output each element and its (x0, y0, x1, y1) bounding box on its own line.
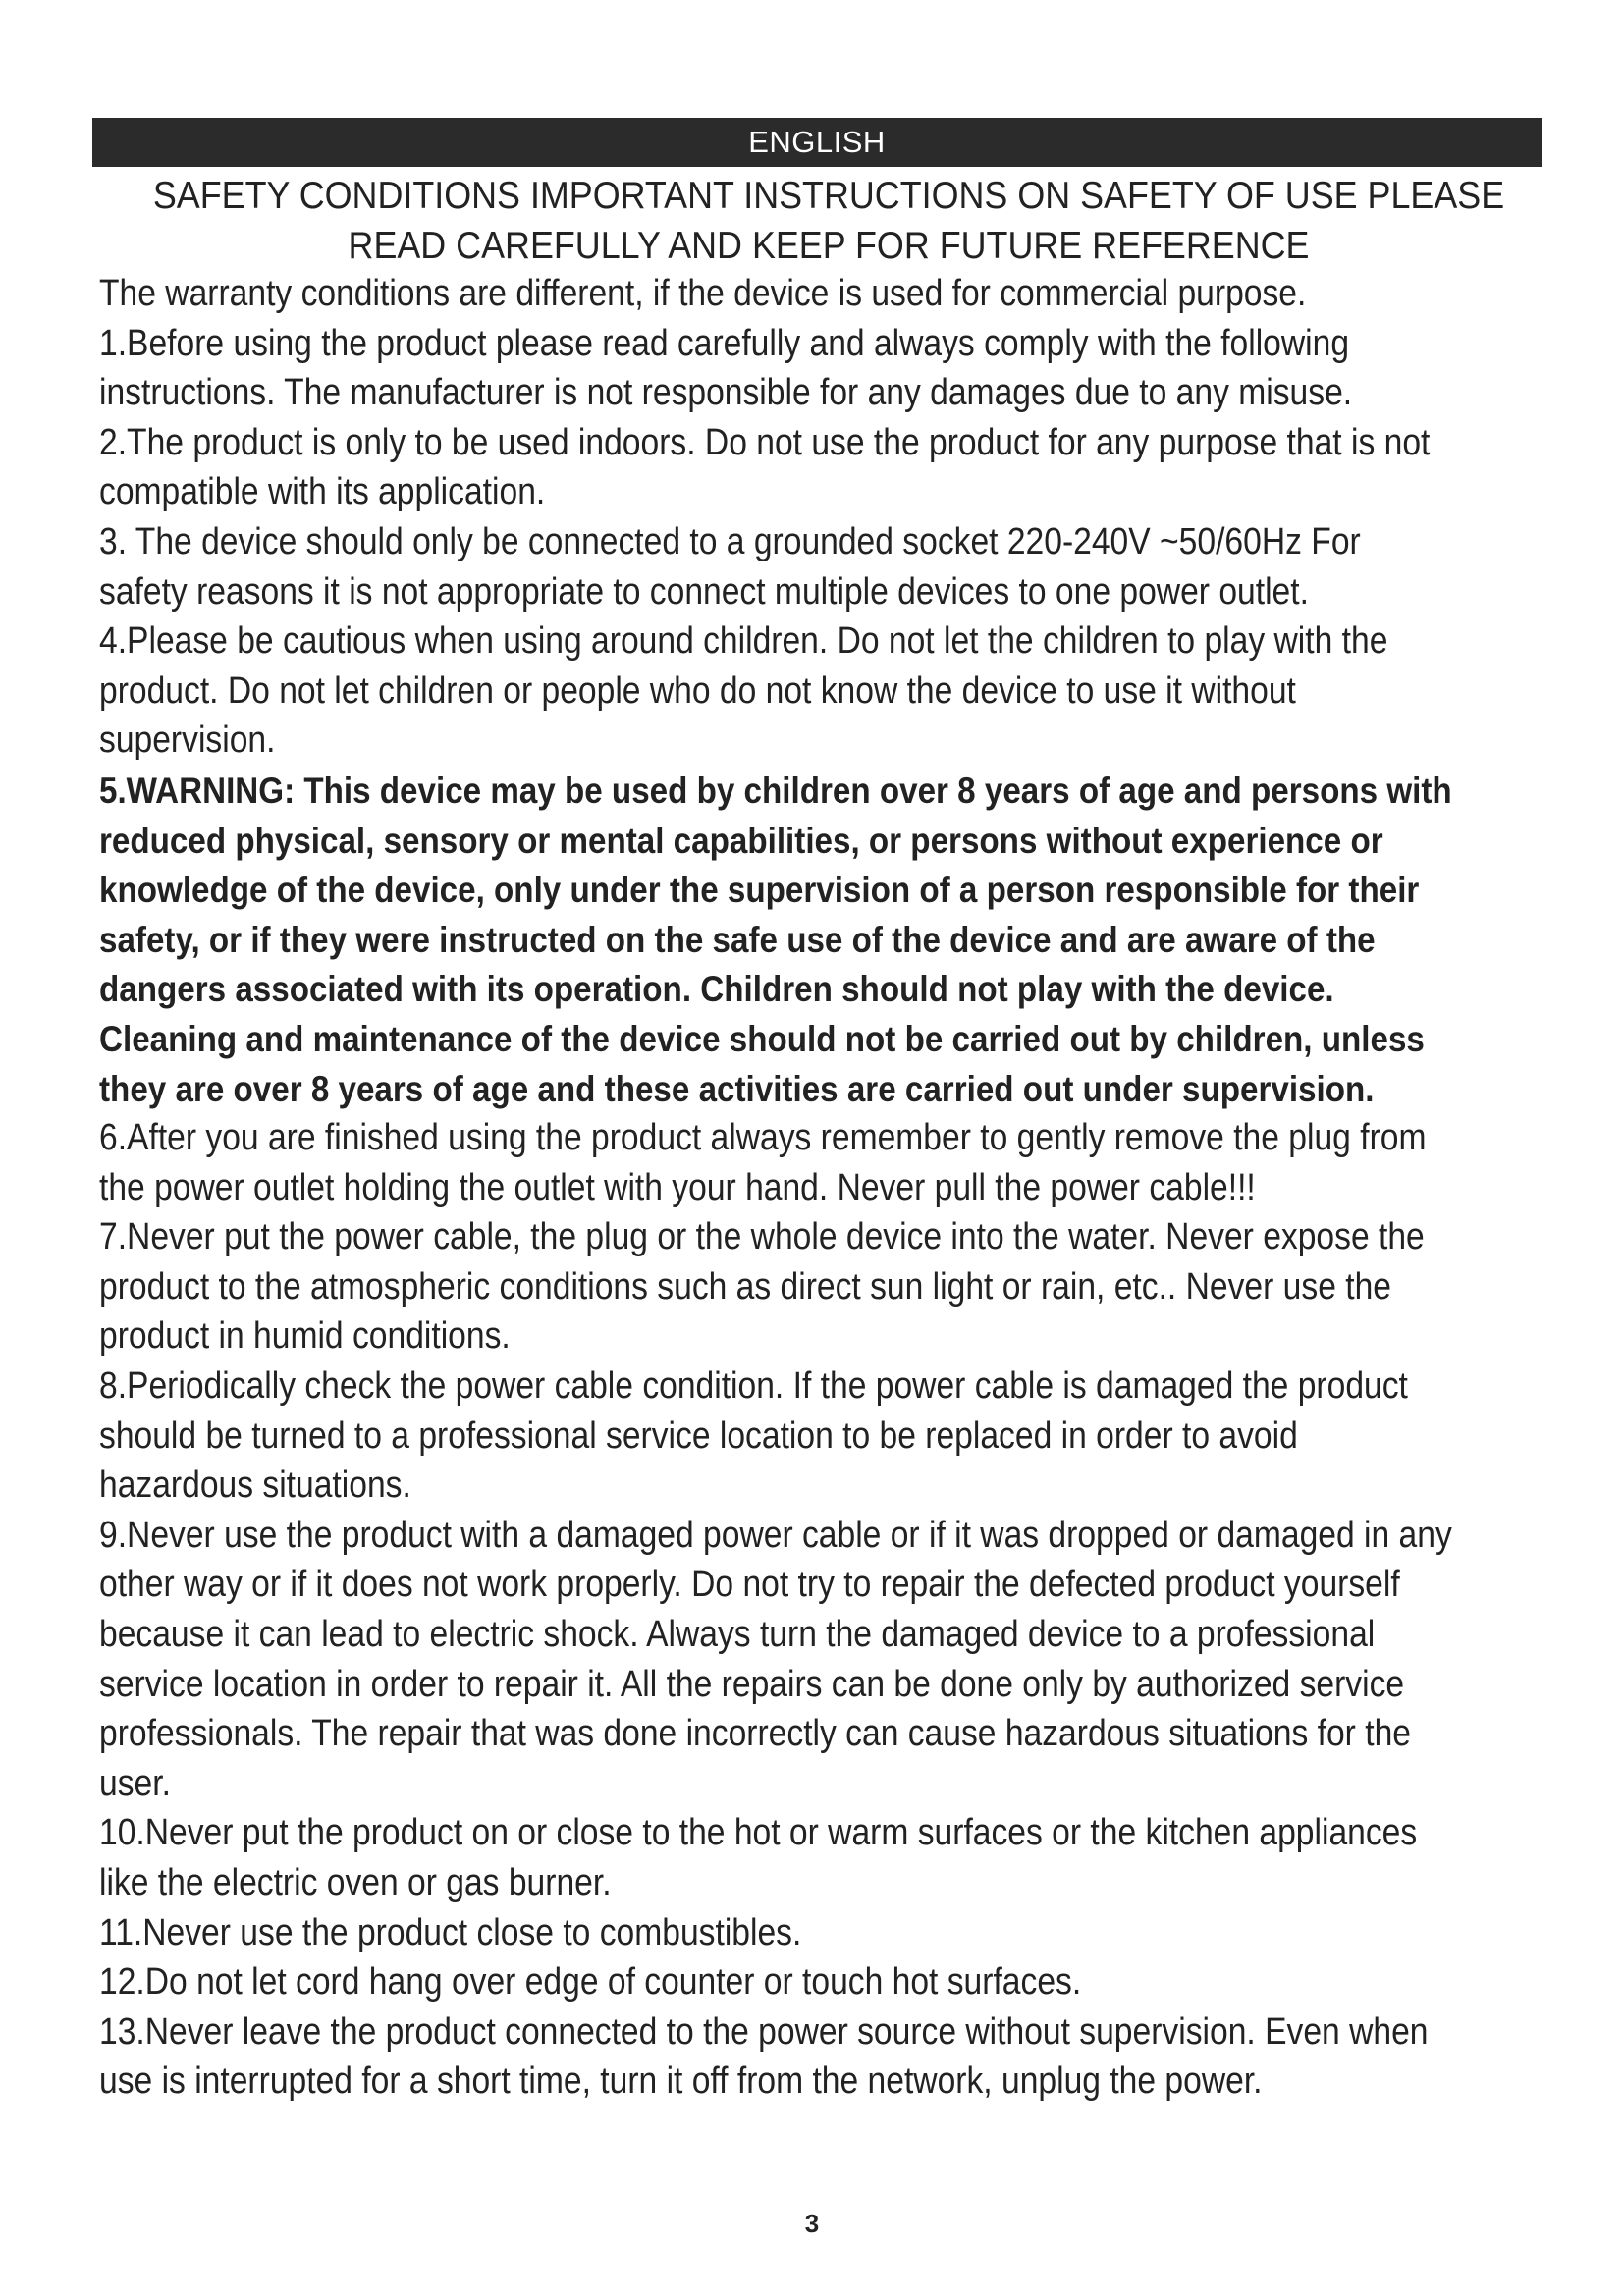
instructions-body (99, 269, 1455, 2107)
instruction-item-11: 11.Never use the product close to combustibles. (99, 1911, 802, 1953)
page-number: 3 (804, 2209, 820, 2238)
instruction-item-9: 9.Never use the product with a damaged power cable or if it was dropped or damaged in any other way or if it does not work properly. Do not try to repair the defected product yourself because it can lead to electric shock. Always turn the damaged device to a professional service location in order to repair it. All the repairs can be done only by authorized service professionals. The repair that was done incorrectly can cause hazardous situations for the user. (99, 1514, 1452, 1804)
instruction-item-13: 13.Never leave the product connected to the power source without supervision. Even when use is interrupted for a short time, turn it off from the network, unplug the power. (99, 2010, 1429, 2103)
language-label: ENGLISH (748, 125, 886, 159)
instruction-item-2: 2.The product is only to be used indoors. Do not use the product for any purpose that is not compatible with its application. (99, 421, 1431, 513)
instruction-item-4: 4.Please be cautious when using around children. Do not let the children to play with the product. Do not let children or people who do not know the device to use it without supervision. (99, 620, 1388, 762)
instruction-item-12: 12.Do not let cord hang over edge of counter or touch hot surfaces. (99, 1961, 1082, 2003)
language-header-bar (92, 118, 1542, 167)
safety-heading-line-1: SAFETY CONDITIONS IMPORTANT INSTRUCTIONS ON SAFETY OF USE PLEASE (152, 175, 1505, 217)
safety-heading-line-2: READ CAREFULLY AND KEEP FOR FUTURE REFERENCE (348, 225, 1310, 267)
safety-heading (151, 171, 1506, 271)
instruction-item-5-warning: 5.WARNING: This device may be used by children over 8 years of age and persons with reduced physical, sensory or mental capabilities, or persons without experience or knowledge of the device, only under the supervision of a person responsible for their safety, or if they were instructed on the safe use of the device and are aware of the dangers associated with its operation. Children should not play with the device. Cleaning and maintenance of the device should not be carried out by children, unless they are over 8 years of age and these activities are carried out under supervision. (99, 769, 1452, 1109)
warranty-intro: The warranty conditions are different, if the device is used for commercial purpose. (99, 273, 1307, 314)
instruction-item-8: 8.Periodically check the power cable condition. If the power cable is damaged the product should be turned to a professional service location to be replaced in order to avoid hazardous situations. (99, 1365, 1408, 1507)
instruction-item-6: 6.After you are finished using the product always remember to gently remove the plug from the power outlet holding the outlet with your hand. Never pull the power cable!!! (99, 1117, 1427, 1208)
instruction-item-10: 10.Never put the product on or close to the hot or warm surfaces or the kitchen appliances like the electric oven or gas burner. (99, 1812, 1418, 1903)
instruction-item-7: 7.Never put the power cable, the plug or the whole device into the water. Never expose the product to the atmospheric conditions such as direct sun light or rain, etc.. Never use the product in humid conditions. (99, 1216, 1425, 1358)
instruction-item-1: 1.Before using the product please read carefully and always comply with the following instructions. The manufacturer is not responsible for any damages due to any misuse. (99, 322, 1353, 414)
instruction-item-3: 3. The device should only be connected to a grounded socket 220-240V ~50/60Hz For safety reasons it is not appropriate to connect multiple devices to one power outlet. (99, 520, 1361, 613)
